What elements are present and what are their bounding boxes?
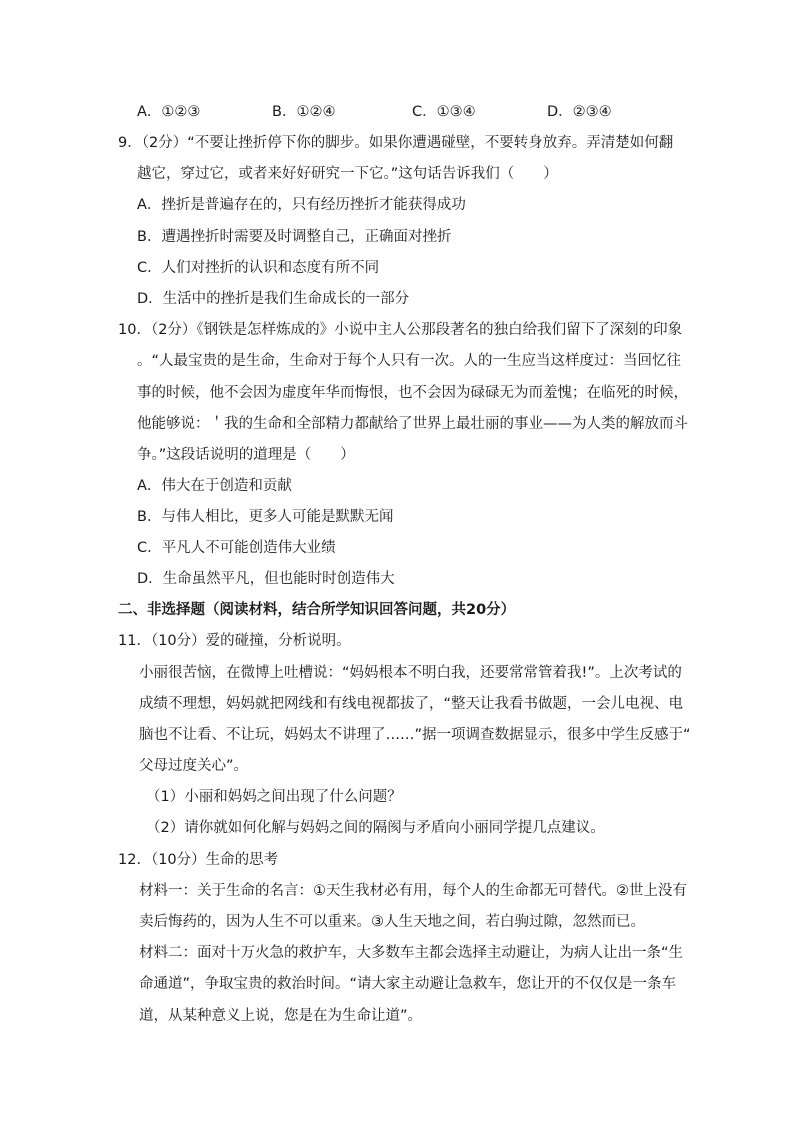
q10-option-c[interactable]: C．平凡人不可能创造伟大业绩 [137, 540, 336, 556]
section-2-title: 二、非选择题（阅读材料，结合所学知识回答问题，共20分） [118, 602, 516, 618]
q12-material1-line-1: 材料一：关于生命的名言：①天生我材必有用，每个人的生命都无可替代。②世上没有 [139, 883, 687, 899]
q11-stem: 11．（10分）爱的碰撞，分析说明。 [118, 633, 351, 649]
q9-option-a[interactable]: A．挫折是普遍存在的，只有经历挫折才能获得成功 [137, 197, 466, 213]
q11-subquestion-2: （2）请你就如何化解与妈妈之间的隔阂与矛盾向小丽同学提几点建议。 [146, 820, 605, 836]
q9-option-b[interactable]: B．遭遇挫折时需要及时调整自己，正确面对挫折 [137, 229, 452, 245]
q8-option-b[interactable]: B．①②④ [272, 104, 336, 120]
q11-material-line-1: 小丽很苦恼，在微博上吐槽说：“妈妈根本不明白我，还要常常管着我!”。上次考试的 [139, 665, 682, 681]
q12-material1-line-2: 卖后悔药的，因为人生不可以重来。③人生天地之间，若白驹过隙，忽然而已。 [139, 914, 645, 930]
q9-option-c[interactable]: C．人们对挫折的认识和态度有所不同 [137, 260, 380, 276]
q8-options [137, 102, 657, 122]
q11-material-line-4: 父母过度关心”。 [139, 758, 249, 774]
q10-option-a[interactable]: A．伟大在于创造和贡献 [137, 478, 292, 494]
q10-option-d[interactable]: D．生命虽然平凡，但也能时时创造伟大 [137, 571, 395, 587]
q10-stem-line-4: 他能够说：＇我的生命和全部精力都献给了世界上最壮丽的事业——为人类的解放而斗 [137, 416, 688, 432]
q8-option-d[interactable]: D．②③④ [547, 104, 612, 120]
q12-material2-line-3: 道，从某种意义上说，您是在为生命让道”。 [139, 1008, 423, 1024]
q9-stem-line-1: 9．（2分）“不要让挫折停下你的脚步。如果你遭遇碰壁，不要转身放弃。弄清楚如何翻 [118, 135, 674, 151]
q10-stem-line-3: 事的时候，他不会因为虚度年华而悔恨，也不会因为碌碌无为而羞愧；在临死的时候， [137, 385, 688, 401]
q12-material2-line-2: 命通道”，争取宝贵的救治时间。“请大家主动避让急救车，您让开的不仅仅是一条车 [139, 976, 677, 992]
q12-stem: 12．（10分）生命的思考 [118, 852, 279, 868]
q10-stem-line-1: 10．（2分）《钢铁是怎样炼成的》小说中主人公那段著名的独白给我们留下了深刻的印象 [118, 322, 683, 338]
q8-option-c[interactable]: C．①③④ [412, 104, 476, 120]
q10-option-b[interactable]: B．与伟人相比，更多人可能是默默无闻 [137, 509, 394, 525]
q9-stem-line-2: 越它，穿过它，或者来好好研究一下它。”这句话告诉我们（ ） [137, 166, 558, 182]
q10-stem-line-5: 争。”这段话说明的道理是（ ） [137, 447, 355, 463]
q9-option-d[interactable]: D．生活中的挫折是我们生命成长的一部分 [137, 291, 410, 307]
q11-material-line-2: 成绩不理想，妈妈就把网线和有线电视都拔了，“整天让我看书做题，一会儿电视、电 [139, 696, 684, 712]
q11-subquestion-1: （1）小丽和妈妈之间出现了什么问题？ [146, 789, 402, 805]
q11-material-line-3: 脑也不让看、不让玩，妈妈太不讲理了……”据一项调查数据显示，很多中学生反感于“ [139, 727, 691, 743]
q8-option-a[interactable]: A．①②③ [137, 104, 201, 120]
q10-stem-line-2: 。“人最宝贵的是生命，生命对于每个人只有一次。人的一生应当这样度过：当回忆往 [137, 353, 682, 369]
q12-material2-line-1: 材料二：面对十万火急的救护车，大多数车主都会选择主动避让，为病人让出一条“生 [139, 945, 684, 961]
